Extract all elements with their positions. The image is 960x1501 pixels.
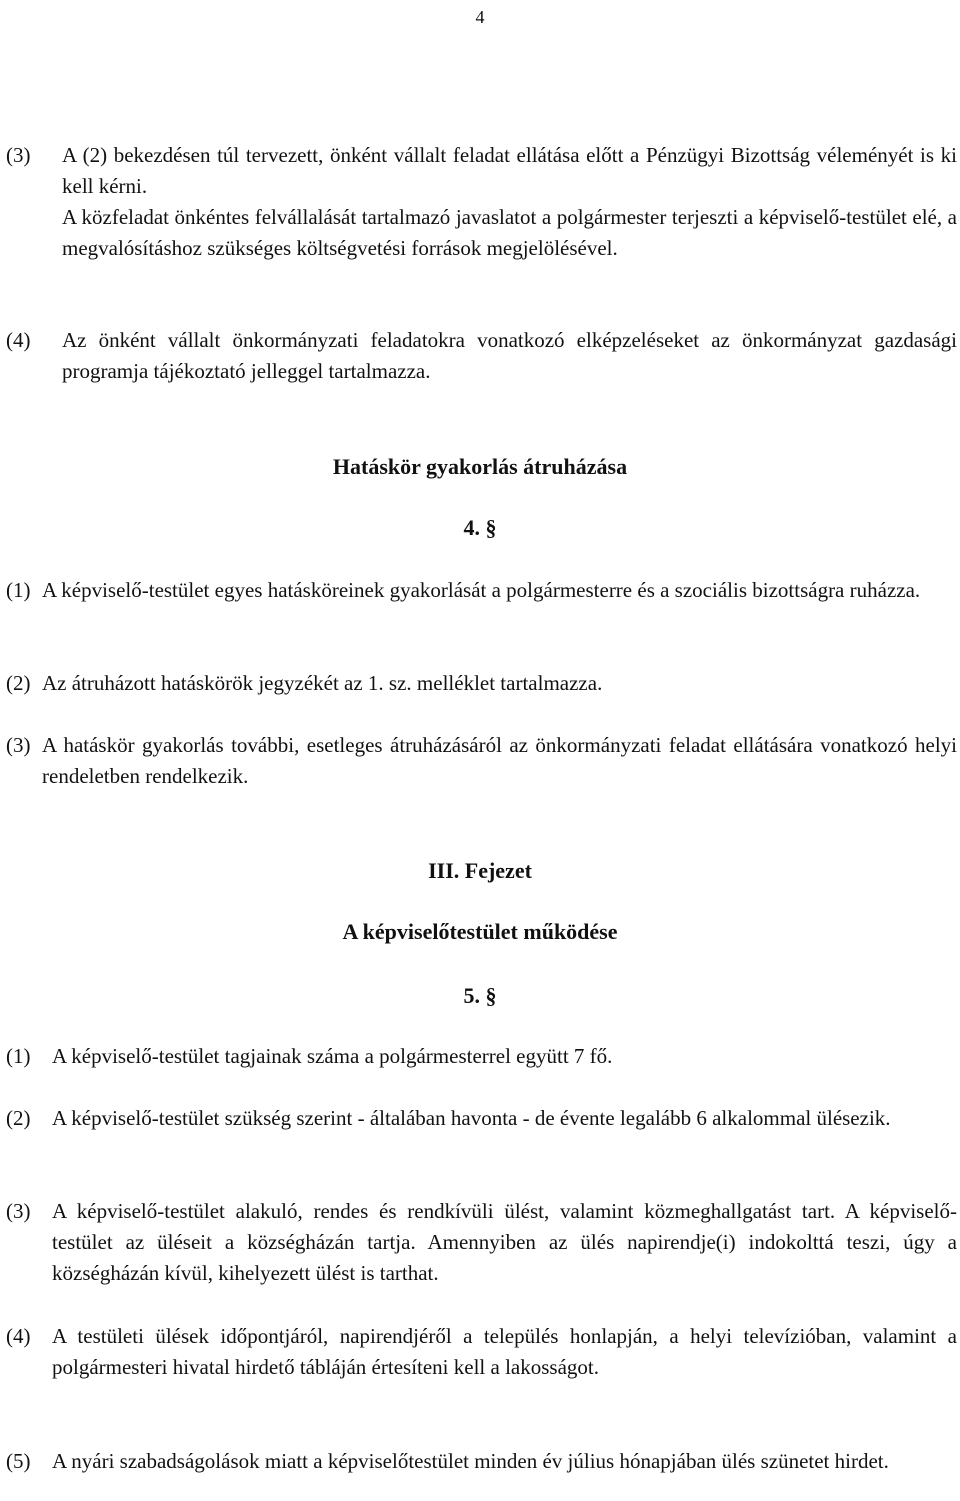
paragraph-number: (3) xyxy=(6,733,31,757)
paragraph-number: (3) xyxy=(6,143,31,167)
paragraph-text: A testületi ülések időpontjáról, napirendjéről a település honlapján, a helyi televízióban, valamint a polgármesteri hivatal hirdető tábláján értesíteni kell a lakosságot. xyxy=(52,1324,957,1379)
section-number: 5. § xyxy=(463,983,497,1008)
paragraph-number: (5) xyxy=(6,1449,31,1473)
paragraph-number: (1) xyxy=(6,578,31,602)
page-number: 4 xyxy=(475,7,485,27)
section-title: Hatáskör gyakorlás átruházása xyxy=(332,454,628,479)
paragraph-text: A képviselő-testület tagjainak száma a polgármesterrel együtt 7 fő. xyxy=(52,1044,613,1068)
paragraph-text-part2: A közfeladat önkéntes felvállalását tartalmazó javaslatot a polgármester terjeszti a képviselő-testület elé, a megvalósításhoz szükséges költségvetési források megjelölésével. xyxy=(62,205,957,260)
paragraph-number: (2) xyxy=(6,671,31,695)
paragraph-text: A nyári szabadságolások miatt a képviselőtestület minden év július hónapjában ülés szünetet hirdet. xyxy=(52,1449,889,1473)
paragraph-text-part1: A (2) bekezdésen túl tervezett, önként vállalt feladat ellátása előtt a Pénzügyi Bizottság véleményét is ki kell kérni. xyxy=(62,143,957,198)
chapter-title: A képviselőtestület működése xyxy=(342,919,618,944)
paragraph-text: A képviselő-testület alakuló, rendes és rendkívüli ülést, valamint közmeghallgatást tart. A képviselő-testület az üléseit a községházán tartja. Amennyiben az ülés napirendje(i) indokolttá teszi, úgy a községházán kívül, kihelyezett ülést is tarthat. xyxy=(52,1199,957,1285)
paragraph-text xyxy=(62,140,957,264)
paragraph-text: Az önként vállalt önkormányzati feladatokra vonatkozó elképzeléseket az önkormányzat gazdasági programja tájékoztató jelleggel tartalmazza. xyxy=(62,328,957,383)
paragraph-number: (2) xyxy=(6,1106,31,1130)
paragraph-number: (1) xyxy=(6,1044,31,1068)
paragraph-text: Az átruházott hatáskörök jegyzékét az 1. sz. melléklet tartalmazza. xyxy=(42,671,603,695)
paragraph-text: A hatáskör gyakorlás további, esetleges átruházásáról az önkormányzati feladat ellátására vonatkozó helyi rendeletben rendelkezik. xyxy=(42,733,957,788)
paragraph-text: A képviselő-testület egyes hatásköreinek gyakorlását a polgármesterre és a szociális bizottságra ruházza. xyxy=(42,578,921,602)
paragraph-text: A képviselő-testület szükség szerint - általában havonta - de évente legalább 6 alkalommal ülésezik. xyxy=(52,1106,891,1130)
section-number: 4. § xyxy=(463,515,497,540)
paragraph-number: (4) xyxy=(6,1324,31,1348)
chapter-label: III. Fejezet xyxy=(428,858,532,883)
paragraph-number: (4) xyxy=(6,328,31,352)
paragraph-number: (3) xyxy=(6,1199,31,1223)
